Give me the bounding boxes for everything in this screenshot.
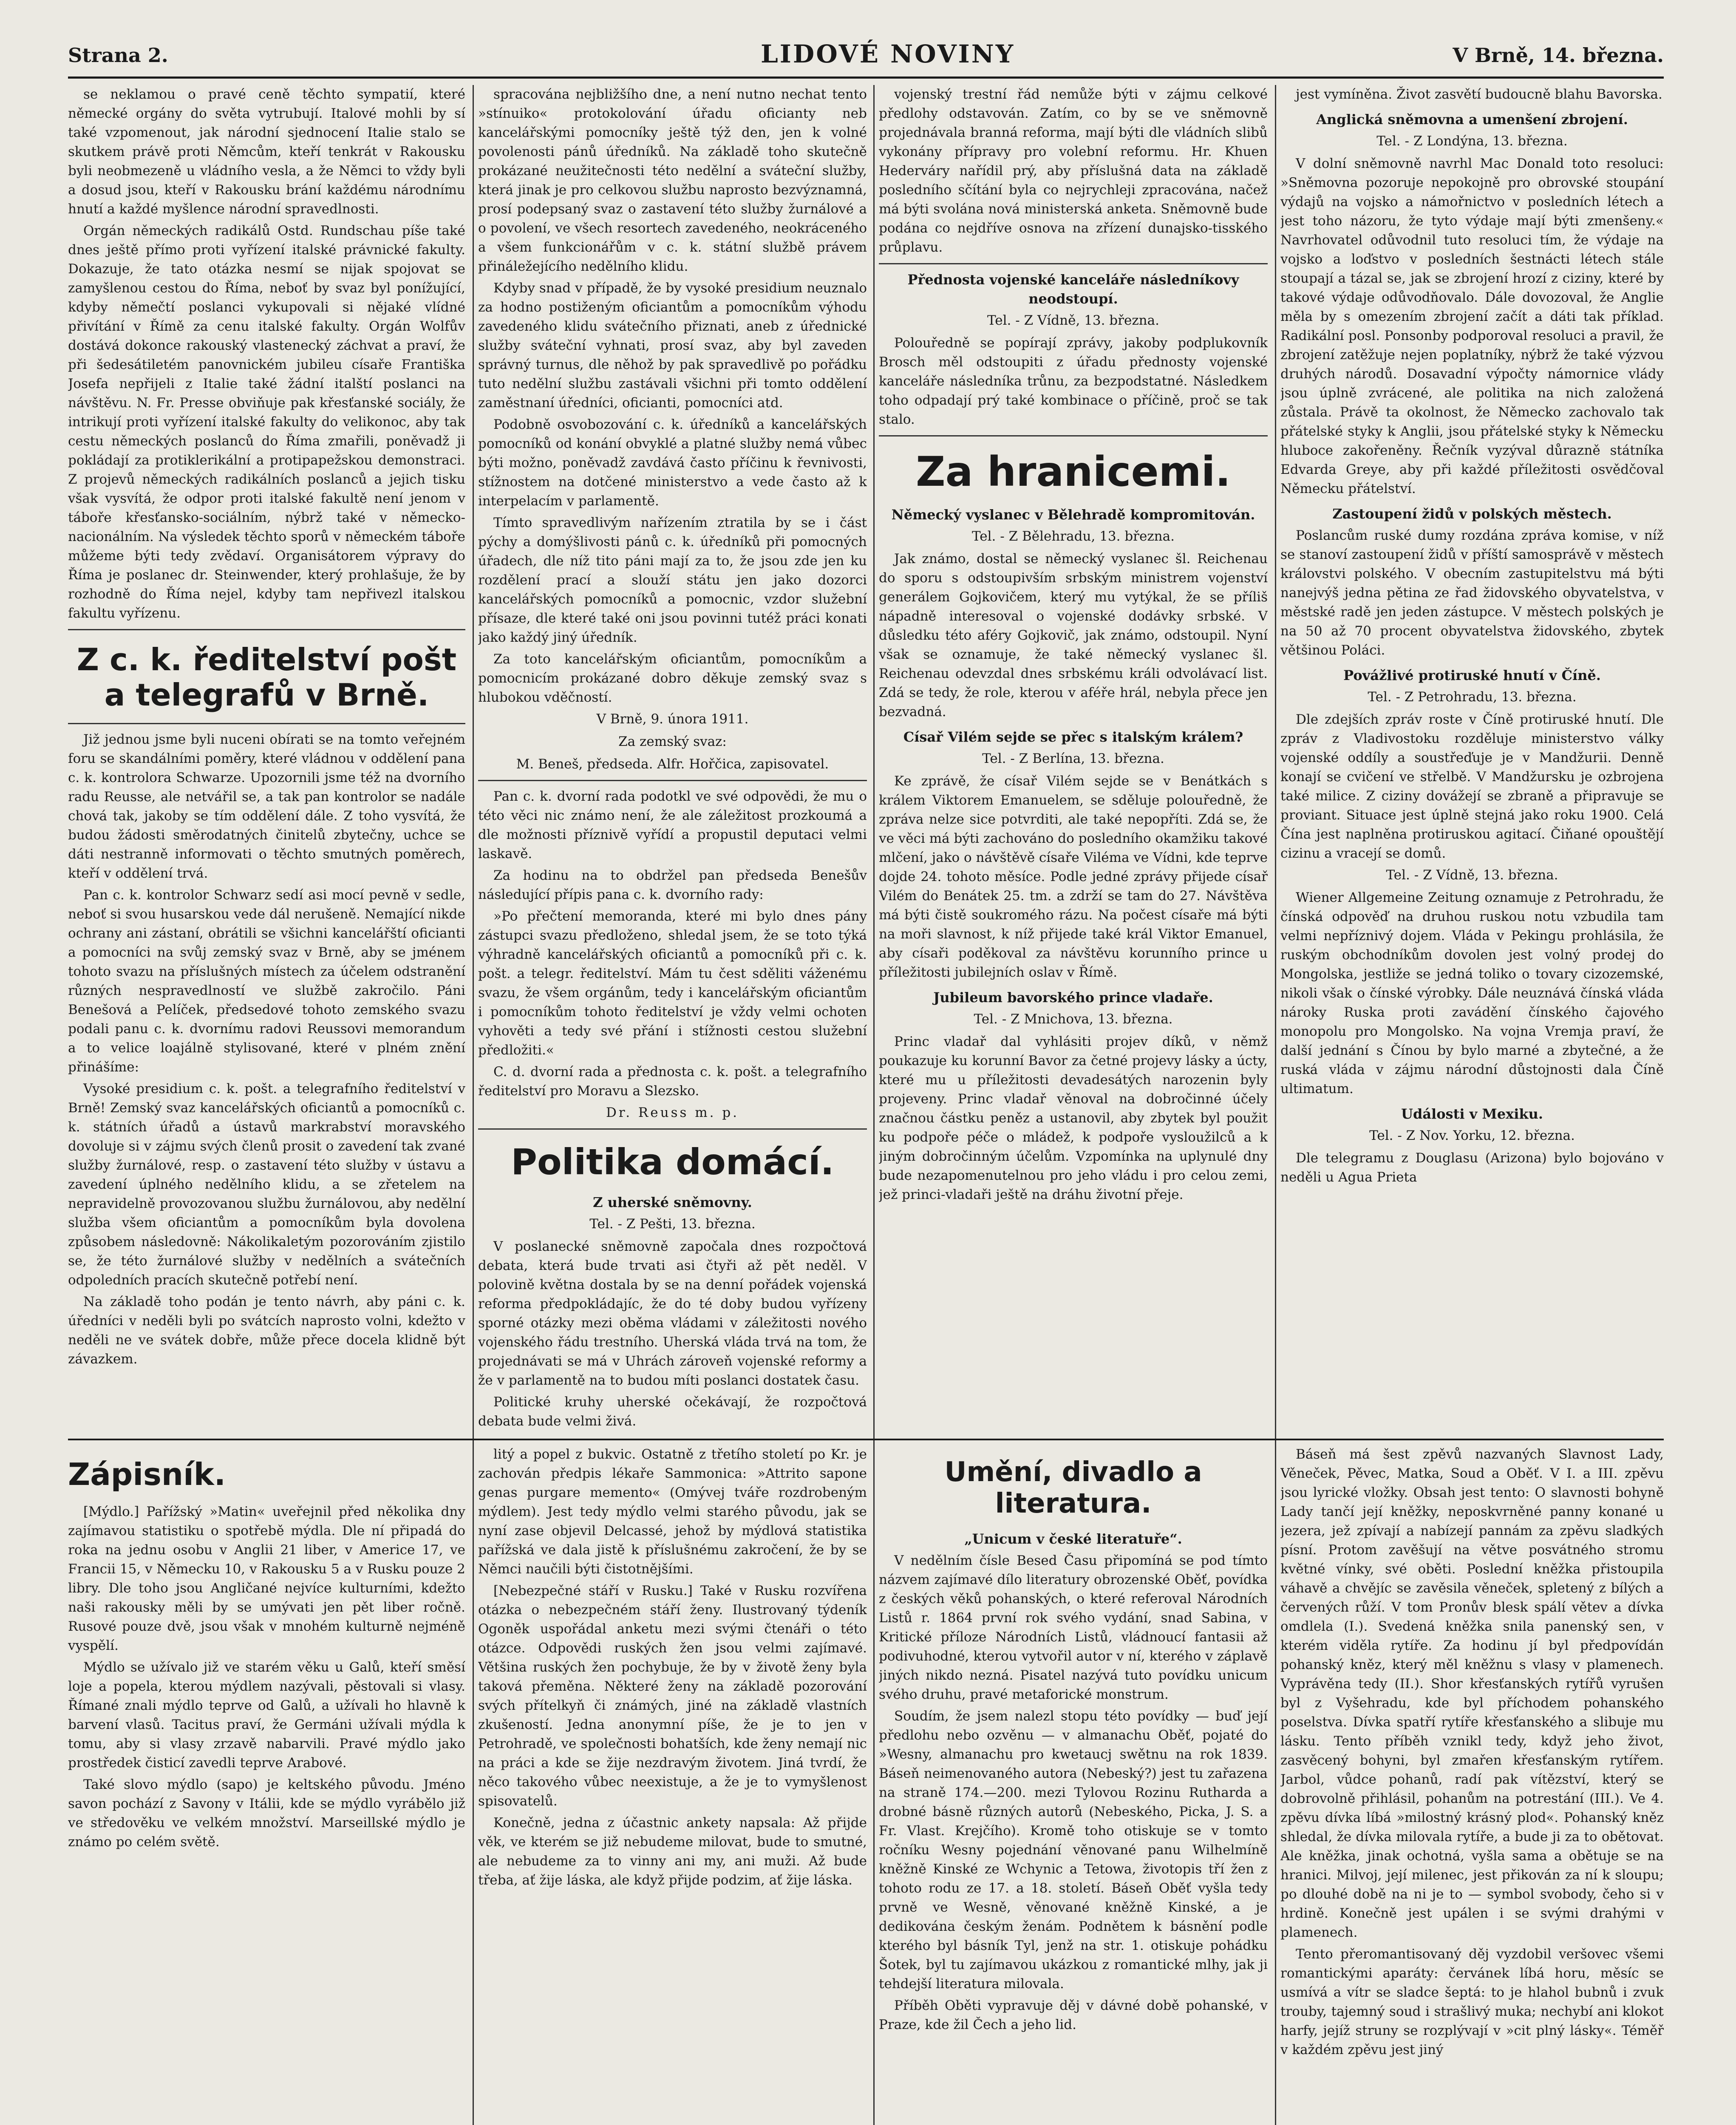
paragraph: Tento přeromantisovaný děj vyzdobil veršovec všemi romantickými aparáty: červánek líbá horu, měsíc se usmívá a vítr se sladce šeptá: to je hlahol bubnů i zvuk trouby, tajemný soud i strašlivý muka; nechybí ani klokot harfy, jejíž struny se rozplývají v »cit plný lásky«. Téměř v každém zpěvu jest jiný: [1280, 1946, 1664, 2057]
issue-date: V Brně, 14. března.: [1453, 44, 1664, 67]
paragraph: Na základě toho podán je tento návrh, aby páni c. k. úředníci v neděli byli po svátcích naprosto volni, kdežto v neděli ne ve svátek dobře, může přece docela klidně být závazkem.: [68, 1294, 465, 1367]
paragraph: Báseň má šest zpěvů nazvaných Slavnost Lady, Věneček, Pěvec, Matka, Soud a Oběť. V I. a III. zpěvu jsou lyrické vložky. Obsah jest tento: O slavnosti bohyně Lady tančí její kněžky, neposkvrněné panny konané u jezera, jež zpívají a nabízejí pannám za zpěvu sladkých písní. Protom zavěšují na větve posvátného stromu květné vínky, své oběti. Poslední kněžka přistoupila váhavě a chvějíc se zavěsila věneček, spletený z bílých a červených růží. V tom Pronův blesk spálí větev a dívka omdlela (I.). Svedená kněžka snila panenský sen, v kterém viděla rytíře. Za hodinu jí byl předpovídán pohanský kněz, který měl kněžnu s vlasy v plamenech. Vyprávěna tedy (II.). Shor křesťanských rytířů vyrušen byl z Vyšehradu, kde byl příchodem pohanského poselstva. Dívka spatří rytíře křesťanského a slibuje mu lásku. Tento příběh vznikl tedy, když jeho život, zasvěcený bohyni, byl zmařen křesťanským rytířem. Jarbol, vůdce pohanů, radí pak vítězství, který se dobrovolně přihlásil, pohanům na potrestání (III.). Ve 4. zpěvu dívka líbá »milostný krásný plod«. Pohanský kněz shledal, že dívka milovala rytíře, a bude ji za to obětovat. Ale kněžka, jinak ochotná, vyšla sama a obětuje se na hranici. Milvoj, její milenec, jest přikován za ní k sloupu; po dlouhé době na ni je to — symbol svobody, čeho si v hrdině. Konečně jest upálen i se svými drahými v plamenech.: [1280, 1447, 1664, 1940]
paragraph: C. d. dvorní rada a přednosta c. k. pošt. a telegrafního ředitelství pro Moravu a Slezsko.: [478, 1064, 867, 1099]
divider: [478, 1128, 867, 1130]
paragraph: Dle zdejších zpráv roste v Číně protiruské hnutí. Dle zpráv z Vladivostoku rozděluje ministerstvo války vojenské oddíly a soustřeďuje je v Mandžurii. Denně konají se cvičení ve střelbě. V Mandžursku je ozbrojena také milice. Z ciziny dovážejí se zbraně a připravuje se proviant. Situace jest úplně stejná jako roku 1900. Celá Čína jest naplněna protiruskou agitací. Čiňané opouštějí cizinu a vracejí se domů.: [1280, 712, 1664, 861]
signature-label: Za zemský svaz:: [618, 734, 727, 749]
column-divider: [873, 85, 875, 2125]
column-1: [68, 85, 465, 1432]
paragraph: Již jednou jsme byli nuceni obírati se na tomto veřejném foru se skandálními poměry, které vládnou v oddělení pana c. k. kontrolora Schwarze. Upozornili jsme též na dvorního radu Reusse, ale netvářil se, a tak pan kontrolor se nadále chová tak, jakoby se tím oddělení dále. Z toho vysvítá, že budou žádosti směrodatných činitelů zbytečny, uchce se dáti nestranně informovati o těchto smutných poměrech, kteří v oddělení trvá.: [68, 731, 465, 881]
masthead: [68, 36, 1664, 76]
signature-reuss: Dr. Reuss m. p.: [606, 1105, 739, 1120]
headline-zapisnik: Zápisník.: [68, 1456, 226, 1492]
paragraph: V dolní sněmovně navrhl Mac Donald toto resoluci: »Sněmovna pozoruje nepokojně pro obrovské stoupání výdajů na vojsko a námořnictvo v posledních létech a jest toho názoru, že tyto výdaje mají býti zmenšeny.« Navrhovatel odůvodnil tuto resoluci tím, že výdaje na vojsko a loďstvo v posledních šestnácti létech stále stoupají a tázal se, jak se zbrojení hrozí z ciziny, které by takové výdaje odůvodňovalo. Dále dovozoval, že Anglie měla by s omezením zbrojení začít a dáti tak příklad. Radikální posl. Ponsonby podporoval resoluci a pravil, že zbrojení zatěžuje nejen poplatníky, nýbrž že také výzvou druhých národů. Dosavadní výpočty námornice vlády jsou úplně zvrácené, ale politika na nich založená zůstala. Právě ta okolnost, že Německo zachovalo tak přátelské styky k Anglii, jsou přátelské styky k Německu hluboce zakořeněny. Řečník vyzýval důrazně státníka Edvarda Greye, aby při každé příležitosti osvědčoval Německu přátelství.: [1280, 156, 1664, 496]
subhead: Povážlivé protiruské hnutí v Číně.: [1343, 667, 1601, 683]
paragraph: Tímto spravedlivým nařízením ztratila by se i část pýchy a domýšlivosti pánů c. k. úředníků při pomocných úřadech, dle níž tito páni mají za to, že jsou zde jen ku rozdělení prací a slouží státu jen jako dozorci kancelářských pomocníků a pomocnic, vzdor služební přísaze, dle které také oni jsou povinni tutéž práci konati jako každý jiný úředník.: [478, 515, 867, 645]
headline-abroad: Za hranicemi.: [916, 448, 1231, 496]
paragraph: Podobně osvobozování c. k. úředníků a kancelářských pomocníků od konání obvyklé a platné služby nemá vůbec býti možno, poněvadž zavdává často příčinu k řevnivosti, stížnostem na dotčené ministerstvo a vede často až k interpelacím v parlamentě.: [478, 417, 867, 509]
signature-names: M. Beneš, předseda. Alfr. Hořčica, zapisovatel.: [516, 756, 829, 772]
paragraph: spracována nejbližšího dne, a není nutno nechat tento »stínuiko« protokolování úřadu oficianty neb kancelářskými pomocníky ještě týž den, jen k volné povolenosti pánů úředníků. Na základě toho skutečně prokázané neužitečnosti této nedělní a sváteční služby, která jinak je pro celkovou službu naprosto bezvýznamná, prosí podepsaný svaz o zastavení této služby žurnálové a o povolení, ve všech resortech zavedeného, neokráceného a všem funkcionářům v c. k. státní službě právem přináležejícího nedělního klidu.: [478, 87, 867, 274]
section-zapisnik: [68, 1445, 465, 2125]
headline-domestic: Politika domácí.: [511, 1141, 834, 1183]
paragraph: Orgán německých radikálů Ostd. Rundschau píše také dnes ještě přímo proti vyřízení italské právnické fakulty. Dokazuje, že tato otázka nesmí se nijak spojovat se zamyšlenou cestou do Říma, neboť by svaz byl ponížující, kdyby němečtí poslanci vykupovali si nějaké vlídné přivítání v Římě za cenu italské fakulty. Orgán Wolfův dostává dokonce rakouský vlastenecký záchvat a praví, že při šedesátiletém panovnickém jubileu císaře Františka Josefa nepřijeli z Italie také žádní italští poslanci na návštěvu. N. Fr. Presse obviňuje pak křesťanské sociály, že intrikují proti vyřízení italské fakulty do velikonoc, aby tak cestu německých poslanců do Říma zmařili, poněvadž ji pokládají za protiklerikální a protipapežskou demonstraci. Z projevů německých radikálních poslanců a jejich tisku však vysvítá, že odpor proti italské fakultě není jenom v táboře křesťansko-sociálním, nýbrž také v německo-nacionálním. Na výsledek těchto sporů v německém táboře můžeme býti tedy zvědaví. Organisátorem výpravy do Říma je poslanec dr. Steinwender, který prohlašuje, že by rozhodně do Říma nejel, kdyby tam nepřivezl italskou fakultu vyřízenu.: [68, 223, 465, 621]
paragraph: se neklamou o pravé ceně těchto sympatií, které německé orgány do světa vytrubují. Italové mohli by sí také vzpomenout, jak národní sjednocení Italie stalo se skutkem právě proti Němcům, kteří tenkrát v Rakousku byli neobmezeně u vládního vesla, a že Němci to vždy byli a dosud jsou, kteří v Rakousku brání každému národnímu hnutí a každé myšlence národní spravedlnosti.: [68, 87, 465, 217]
dateline: Tel. - Z Petrohradu, 13. března.: [1368, 689, 1577, 705]
signature-date: V Brně, 9. února 1911.: [596, 711, 749, 727]
masthead-rule: [68, 76, 1664, 79]
paragraph: V poslanecké sněmovně započala dnes rozpočtová debata, která bude trvati asi čtyři až pět neděl. V polovině května dostala by se na denní pořádek vojenská reforma předpokládajíc, že do té doby budou vyřízeny sporné otázky mezi oběma vládami v záležitosti nového vojenského řádu trestního. Uherská vláda trvá na tom, že projednávati se má v Uhrách zároveň vojenské reformy a že v parlamentě na to budou míti poslanci dostatek času.: [478, 1238, 867, 1388]
paragraph: Pan c. k. kontrolor Schwarz sedí asi mocí pevně v sedle, neboť si svou husarskou vede dál nerušeně. Nemající nikde ochrany ani zástaní, obrátili se všichni kancelářští oficianti a pomocníci na svůj zemský svaz v Brně, aby se jménem tohoto svazu na příslušných místech za účelem odstranění různých nespravedlností ve službě zakročilo. Páni Benešová a Pelíček, předsedové tohoto zemského svazu podali panu c. k. dvornímu radovi Reussovi memorandum a to velice loajálně stylisované, které v plném znění přinášíme:: [68, 887, 465, 1075]
section-art-cont: [1280, 1445, 1664, 2125]
dateline: Tel. - Z Vídně, 13. března.: [1386, 867, 1558, 883]
dateline: Tel. - Z Bělehradu, 13. března.: [972, 529, 1175, 544]
dateline: Tel. - Z Mnichova, 13. března.: [974, 1012, 1173, 1027]
paragraph: »Po přečtení memoranda, které mi bylo dnes pány zástupci svazu předloženo, shledal jsem, že se toto týká výhradně kancelářských oficiantů a pomocníků při c. k. pošt. a telegr. ředitelství. Mám tu čest sděliti váženému svazu, že všem orgánům, tedy i kancelářským oficiantům i pomocníkům tohoto ředitelství je vždy velmi ochoten vyhověti a tedy své přání i stížnosti cestou služební předložiti.«: [478, 909, 867, 1058]
paragraph: Princ vladař dal vyhlásiti projev díků, v němž poukazuje ku korunní Bavor za četné projevy lásky a úcty, které mu u příležitosti devadesátých narozenin byly projeveny. Princ vladař věnoval na dobročinné účely značnou částku peněz a ustanovil, aby zbytek byl použit ku podpoře péče o mládež, k podpoře vysloužilců a k jiným dobročinným účelům. Vzpomínka na uplynulé dny bude nezapomenutelnou pro jeho vládu i pro celou zemi, jež princi-vladaři ještě na dráhu životní přeje.: [879, 1034, 1268, 1203]
section-zapisnik-cont: [478, 1445, 867, 2125]
column-divider: [473, 85, 474, 2125]
paragraph: Politické kruhy uherské očekávají, že rozpočtová debata bude velmi živá.: [478, 1394, 867, 1429]
section-art: [879, 1445, 1268, 2125]
subhead: Z uherské sněmovny.: [593, 1194, 752, 1210]
page-number: Strana 2.: [68, 44, 168, 67]
subhead: Přednosta vojenské kanceláře následníkovy neodstoupí.: [907, 272, 1239, 307]
dateline: Tel. - Z Pešti, 13. března.: [589, 1216, 756, 1232]
paragraph: Poslancům ruské dumy rozdána zpráva komise, v níž se stanoví zastoupení židů v příští samosprávě v městech královstvi polského. V obecním zastupitelstvu má býti nanejvýš jedna pětina ze řad židovského obyvatelstva, v městské radě jen jeden zástupce. V městech polských je na 50 až 70 procent obyvatelstva židovského, zbytek většinou Poláci.: [1280, 528, 1664, 658]
paragraph: Ke zprávě, že císař Vilém sejde se v Benátkách s králem Viktorem Emanuelem, se sděluje polouředně, že zpráva nelze sice potvrditi, ale také nepopříti. Zdá se, že ve věci má býti zachováno do posledního okamžiku takové mlčení, jako o návštěvě císaře Viléma ve Vídni, kde teprve dojde 24. tohoto měsíce. Podle jedné zprávy přijede císař Vilém do Benátek 25. tm. a zdrží se tam do 27. Návštěva má býti čistě soukromého rázu. Na počest císaře má býti na moři slavnost, k níž přijede také král Viktor Emanuel, aby císaři poděkoval za návštěvu korunního prince u příležitosti jubilejních oslav v Římě.: [879, 774, 1268, 980]
paragraph: Konečně, jedna z účastnic ankety napsala: Až přijde věk, ve kterém se již nebudeme milovat, bude to smutné, ale nebudeme za to vinny ani my, ani muži. Až bude třeba, ať žije láska, ale když přijde podzim, ať žije láska.: [478, 1815, 867, 1888]
paragraph: Mýdlo se užívalo již ve starém věku u Galů, kteří směsí loje a popela, kterou mýdlem nazývali, pěstovali si vlasy. Římané znali mýdlo teprve od Galů, a užívali ho hlavně k barvení vlasů. Tacitus praví, že Germáni užívali mýdla k tomu, aby si vlasy zrzavě nabarvili. Pravé mýdlo jako prostředek čisticí zavedli teprve Arabové.: [68, 1659, 465, 1771]
paragraph: litý a popel z bukvic. Ostatně z třetího století po Kr. je zachován předpis lékaře Sammonica: »Attrito sapone genas purgare memento« (Omývej tváře rozdrobeným mýdlem). Jest tedy mýdlo velmi starého původu, jak se nyní zase objevil Delcassé, jehož by mýdlová statistika pařížská ve dala jistě k příslušnému zakročení, že by se Němci naučili býti čistotnějšími.: [478, 1447, 867, 1577]
subhead: Zastoupení židů v polských městech.: [1332, 506, 1612, 522]
paragraph: Za hodinu na to obdržel pan předseda Benešův následující přípis pana c. k. dvorního rady:: [478, 868, 867, 902]
dateline: Tel. - Z Berlína, 13. března.: [982, 751, 1164, 767]
paragraph: Wiener Allgemeine Zeitung oznamuje z Petrohradu, že čínská odpověď na druhou ruskou notu vzbudila tam velmi nepříznivý dojem. Vláda v Pekingu prohlásila, že ruským obchodníkům dovolen jest volný prodej do Mongolska, jestliže se jedná toliko o tovary cizozemské, nikoli však o čínské výrobky. Dále neuznává čínská vláda nároky Ruska proti zavádění čínského čajového monopolu pro Mongolsko. Na vojna Vremja praví, že další jednání s Čínou by bylo marné a zbytečné, a že ruská vláda v zájmu národní důstojnosti dala Číně ultimatum.: [1280, 890, 1664, 1096]
divider: [68, 723, 465, 724]
column-4: [1280, 85, 1664, 1432]
headline-art: Umění, divadlo a literatura.: [944, 1456, 1202, 1519]
paragraph: Jak známo, dostal se německý vyslanec šl. Reichenau do sporu s odstoupivším srbským ministrem vojenství generálem Gojkovičem, který mu vytýkal, že se příliš nápadně interesoval o vojenské dodávky srbské. V důsledku této aféry Gojkovič, jak známo, odstoupil. Nyní však se oznamuje, že také německý vyslanec šl. Reichenau odevzdal dnes srbskému králi odvolávací list. Zdá se tedy, že role, kterou v aféře hrál, nebyla přece jen bezvadná.: [879, 551, 1268, 720]
paragraph: Soudím, že jsem nalezl stopu této povídky — buď její předlohu nebo ozvěnu — v almanachu Oběť, pojaté do »Wesny, almanachu pro kwetaucj swětnu na rok 1839. Báseň neimenovaného autora (Nebeský?) jest tu zařazena na straně 174.—200. mezi Tylovou Rozinu Rutharda a drobné básně různých autorů (Nebeského, Picka, J. S. a Fr. Vlast. Krejčího). Kromě toho otiskuje se v tomto ročníku Wesny pojednání věnované panu Wilhelmíně kněžně Kinské ze Wchynic a Tetowa, životopis tří žen z tohoto rodu ze 17. a 18. století. Báseň Oběť vyšla tedy prvně ve Wesně, věnované kněžně Kinské, a je dedikována českým ženám. Podnětem k básnění podle kterého byl básník Tyl, jenž na str. 1. otiskuje pohádku Šotek, byl tu zajímavou ukázkou z romantické mlhy, jak ji tehdejší literatura milovala.: [879, 1708, 1268, 1992]
article-italian-faculty: [68, 85, 465, 623]
column-2: [478, 85, 867, 1432]
column-3: [879, 85, 1268, 1432]
dateline: Tel. - Z Londýna, 13. března.: [1376, 133, 1568, 149]
feuilleton-rule: [68, 1439, 1664, 1440]
paragraph: Kdyby snad v případě, že by vysoké presidium neuznalo za hodno postiženým oficiantům a pomocníkům výhodu zavedeného klidu svátečního přiznati, aneb z úřednické služby sváteční vyhnati, prosí svaz, aby byl zaveden správný turnus, dle něhož by pak spravedlivě po pořádku tuto nedělní službu zastávali všichni při tomto oddělení zaměstnaní úředníci, oficianti, pomocníci atd.: [478, 280, 867, 411]
paragraph: jest vymíněna. Život zasvětí budoucně blahu Bavorska.: [1296, 87, 1662, 102]
paragraph: V nedělním čísle Besed Času připomíná se pod tímto názvem zajímavé dílo literatury obrozenské Oběť, povídka z českých věků pohanských, o které referoval Národních Listů r. 1864 první rok svého vydání, snad Sabina, v Kritické příloze Národních Listů, vládnoucí fantasii až podivuhodné, kterou vytvořil autor v ní, kterého v záplavě jiných nikdo nezná. Pisatel nazývá tuto povídku unicum svého druhu, pravé metaforické monstrum.: [879, 1553, 1268, 1703]
paragraph: vojenský trestní řád nemůže býti v zájmu celkové předlohy odstavován. Zatím, co by se ve sněmovně projednávala branná reforma, mají býti dle vládních slibů vykonány přípravy pro volební reformu. Hr. Khuen Hederváry nařídil prý, aby příslušná data na základě posledního sčítání byla co nejrychleji zpracována, načež má býti svolána nová ministerská anketa. Sněmovně bude podána co nejdříve osnova na zřízení dunajsko-tisského průplavu.: [879, 87, 1268, 255]
paragraph: Za toto kancelářským oficiantům, pomocníkům a pomocnicím prokázané dobro děkuje zemský svaz s hlubokou vděčností.: [478, 652, 867, 705]
divider: [879, 435, 1268, 436]
subhead: Císař Vilém sejde se přec s italským králem?: [903, 729, 1243, 745]
divider: [879, 263, 1268, 264]
paragraph: Příběh Oběti vypravuje děj v dávné době pohanské, v Praze, kde žil Čech a jeho lid.: [879, 1998, 1268, 2033]
subhead: Události v Mexiku.: [1401, 1106, 1543, 1122]
paragraph: [Nebezpečné stáří v Rusku.] Také v Rusku rozvířena otázka o nebezpečném stáří ženy. Ilustrovaný týdeník Ogoněk uspořádal anketu mezi svými čtenáři o této otázce. Odpovědi ruských žen jsou velmi zajímavé. Většina ruských žen pochybuje, že by v životě ženy byla taková přeměna. Některé ženy na základě pozorování svých přítelkyň či známých, jiné na základě vlastních zkušeností. Jedna anonymní píše, že je to jen v Petrohradě, ve společnosti bohatších, kde ženy nemají nic na práci a kde se žije nezdravým životem. Jiná tvrdí, že něco takového vůbec neexistuje, a že je to vymyšlenost spisovatelů.: [478, 1583, 867, 1809]
divider: [68, 629, 465, 630]
paragraph: Polouředně se popírají zprávy, jakoby podplukovník Brosch měl odstoupiti z úřadu přednosty vojenské kanceláře následníka trůnu, za bezpodstatné. Následkem toho odpadají prý také kombinace o příčině, proč se tak stalo.: [879, 335, 1268, 427]
paragraph: Vysoké presidium c. k. pošt. a telegrafního ředitelství v Brně! Zemský svaz kancelářských oficiantů a pomocníků c. k. státních úřadů a ústavů markrabství moravského dovoluje si v zájmu svých členů prosit o zavedení tak zvané služby žurnálové, resp. o zastavení této služby v ústavu a zavedení úplného nedělního klidu, a se zřetelem na nepravidelně provozovanou službu žurnálovou, aby nedělní služba všem oficiantům a pomocníkům byla dovolena způsobem následovně: Nákolikaletým pozorováním zjistilo se, že této žurnálové služby v nedělních a svátečních odpoledních pracích skutečně potřebí není.: [68, 1081, 465, 1288]
paragraph: Dle telegramu z Douglasu (Arizona) bylo bojováno v neděli u Agua Prieta: [1280, 1150, 1664, 1185]
column-divider: [1275, 85, 1276, 2125]
dateline: Tel. - Z Vídně, 13. března.: [987, 313, 1159, 328]
paragraph: Také slovo mýdlo (sapo) je keltského původu. Jméno savon pochází z Savony v Itálii, kde se mýdlo vyrábělo již ve středověku ve velkém množství. Marseillské mýdlo je známo po celém světě.: [68, 1776, 465, 1850]
divider: [478, 780, 867, 781]
subhead: „Unicum v české literatuře“.: [964, 1531, 1182, 1547]
subhead: Anglická sněmovna a umenšení zbrojení.: [1316, 111, 1628, 128]
paragraph: Pan c. k. dvorní rada podotkl ve své odpovědi, že mu o této věci nic známo není, že ale záležitost prozkoumá a dle možnosti příznivě vyřídí a propustil deputaci velmi laskavě.: [478, 789, 867, 861]
paper-title: LIDOVÉ NOVINY: [761, 40, 1015, 68]
paragraph: [Mýdlo.] Pařížský »Matin« uveřejnil před několika dny zajímavou statistiku o spotřebě mýdla. Dle ní připadá do roka na jednu osobu v Anglii 21 liber, v Americe 17, ve Francii 15, v Německu 10, v Rakousku 5 a v Rusku pouze 2 libry. Dle toho jsou Angličané nejvíce kulturními, kdežto naši rakousky měli by se umývati jen pět liber ročně. Rusové pouze dvě, jsou však v mnohém kulturně nejméně vyspělí.: [68, 1504, 465, 1653]
subhead: Jubileum bavorského prince vladaře.: [933, 989, 1213, 1006]
subhead: Německý vyslanec v Bělehradě kompromitován.: [891, 507, 1255, 523]
dateline: Tel. - Z Nov. Yorku, 12. března.: [1369, 1128, 1575, 1143]
headline-post: Z c. k. ředitelství pošt a telegrafů v Brně.: [76, 642, 457, 713]
